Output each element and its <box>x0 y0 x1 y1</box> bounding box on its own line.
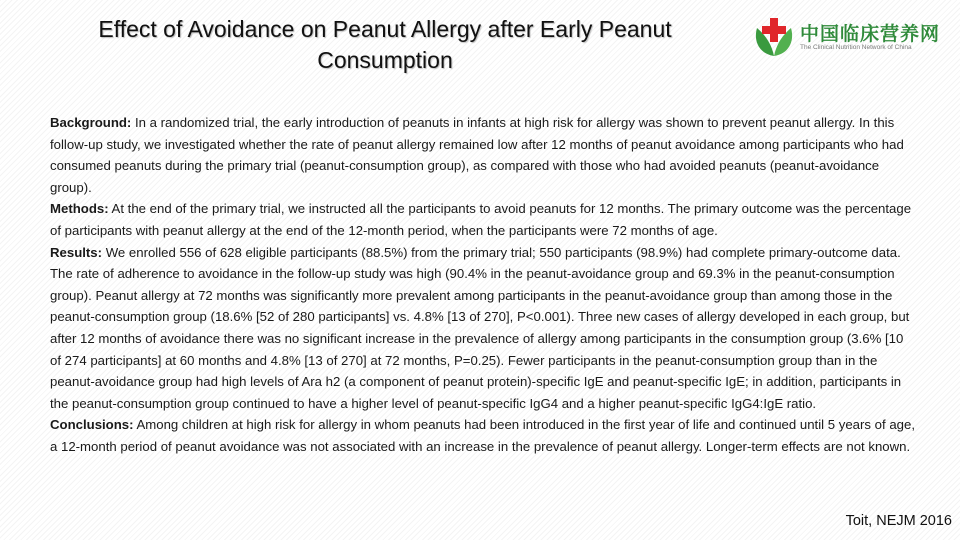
abstract-section-background <box>50 112 916 198</box>
citation: Toit, NEJM 2016 <box>845 513 952 529</box>
section-label: Conclusions: <box>50 417 134 433</box>
red-cross-green-leaves-icon <box>752 14 796 58</box>
section-text: In a randomized trial, the early introduction of peanuts in infants at high risk for allergy was shown to prevent peanut allergy. In this follow-up study, we investigated whether the rate of peanut allergy remained low after 12 months of peanut avoidance among participants who had consumed peanuts during the primary trial (peanut-consumption group), as compared with those who had avoided peanuts (peanut-avoidance group). <box>50 115 904 195</box>
abstract-body <box>50 112 916 458</box>
section-label: Methods: <box>50 201 109 217</box>
section-label: Background: <box>50 115 132 130</box>
logo <box>752 14 942 58</box>
abstract-section-results <box>50 242 916 415</box>
abstract-section-methods <box>50 198 916 241</box>
slide-title: Effect of Avoidance on Peanut Allergy after Early Peanut Consumption <box>98 16 672 73</box>
logo-name-cn: 中国临床营养网 <box>800 23 941 45</box>
logo-name-en: The Clinical Nutrition Network of China <box>800 44 912 51</box>
section-label: Results: <box>50 244 103 260</box>
section-text: We enrolled 556 of 628 eligible participants (88.5%) from the primary trial; 550 participants (98.9%) had complete primary-outcome data. The rate of adherence to avoidance in the follow-up study was high (90.4% in the peanut-avoidance group and 69.3% in the peanut-consumption group). Peanut allergy at 72 months was significantly more prevalent among participants in the peanut-avoidance group than among those in the peanut-consumption group (18.6% [52 of 280 participants] vs. 4.8% [13 of 270], P<0.001). Three new cases of allergy developed in each group, but after 12 months of avoidance there was no significant increase in the prevalence of allergy among participants in the consumption group (3.6% [10 of 274 participants] at 60 months and 4.8% [13 of 270] at 72 months, P=0.25). Fewer participants in the peanut-consumption group than in the peanut-avoidance group had high levels of Ara h2 (a component of peanut protein)-specific IgE and peanut-specific IgE; in addition, participants in the peanut-consumption group continued to have a higher level of peanut-specific IgG4 and a higher peanut-specific IgG4:IgE ratio. <box>50 244 910 411</box>
abstract-section-conclusions <box>50 414 916 457</box>
section-text: At the end of the primary trial, we instructed all the participants to avoid peanuts for 12 months. The primary outcome was the percentage of participants with peanut allergy at the end of the 12-month period, when the participants were 72 months of age. <box>50 201 912 238</box>
section-text: Among children at high risk for allergy in whom peanuts had been introduced in the first year of life and continued until 5 years of age, a 12-month period of peanut avoidance was not associated with an increase in the prevalence of peanut allergy. Longer-term effects are not known. <box>50 417 915 454</box>
